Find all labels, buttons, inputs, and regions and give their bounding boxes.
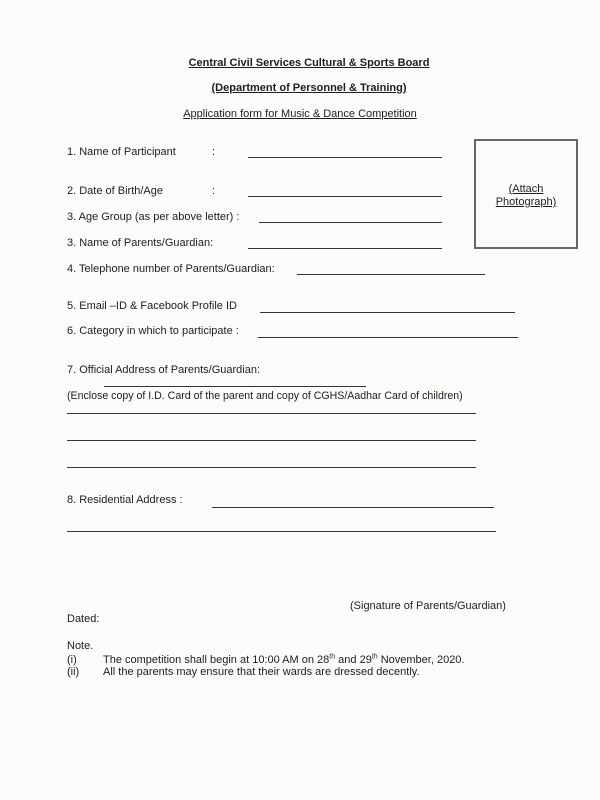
attach-photograph-text: (Attach Photograph) — [495, 183, 557, 208]
field-category-label: 6. Category in which to participate : — [67, 325, 239, 337]
telephone-blank[interactable] — [297, 274, 485, 275]
note-heading: Note. — [67, 640, 94, 652]
dated-label: Dated: — [67, 613, 100, 625]
category-blank[interactable] — [258, 337, 518, 338]
note-marker: (ii) — [67, 666, 80, 678]
department-title: (Department of Personnel & Training) — [211, 82, 407, 94]
address-blank-line[interactable] — [67, 413, 476, 414]
official-address-blank[interactable] — [104, 386, 366, 387]
photograph-box[interactable] — [474, 139, 578, 249]
note-item: All the parents may ensure that their wards are dressed decently. — [103, 666, 420, 678]
field-telephone-label: 4. Telephone number of Parents/Guardian: — [67, 263, 275, 275]
age-group-blank[interactable] — [259, 222, 442, 223]
field-email-facebook-label: 5. Email –ID & Facebook Profile ID — [67, 300, 237, 312]
residential-address-blank[interactable] — [212, 507, 494, 508]
field-official-address-label: 7. Official Address of Parents/Guardian: — [67, 364, 261, 376]
address-blank-line[interactable] — [67, 467, 476, 468]
name-of-participant-blank[interactable] — [248, 157, 442, 158]
field-colon: : — [212, 185, 216, 197]
parent-name-blank[interactable] — [248, 248, 442, 249]
field-age-group-label: 3. Age Group (as per above letter) : — [67, 211, 240, 223]
note-item: The competition shall begin at 10:00 AM on 28th and 29th November, 2020. — [103, 653, 465, 666]
address-blank-line[interactable] — [67, 440, 476, 441]
field-dob-age-label: 2. Date of Birth/Age — [67, 185, 163, 197]
residential-address-blank-line[interactable] — [67, 531, 496, 532]
org-title: Central Civil Services Cultural & Sports Board — [188, 57, 430, 69]
email-facebook-blank[interactable] — [260, 312, 515, 313]
field-parent-name-label: 3. Name of Parents/Guardian: — [67, 237, 214, 249]
signature-label: (Signature of Parents/Guardian) — [350, 600, 506, 612]
note-marker: (i) — [67, 654, 77, 666]
dob-age-blank[interactable] — [248, 196, 442, 197]
enclose-instruction: (Enclose copy of I.D. Card of the parent and copy of CGHS/Aadhar Card of children) — [67, 390, 463, 402]
field-residential-address-label: 8. Residential Address : — [67, 494, 183, 506]
field-colon: : — [212, 146, 216, 158]
form-title: Application form for Music & Dance Competition — [183, 108, 417, 120]
field-name-of-participant-label: 1. Name of Participant — [67, 146, 176, 158]
